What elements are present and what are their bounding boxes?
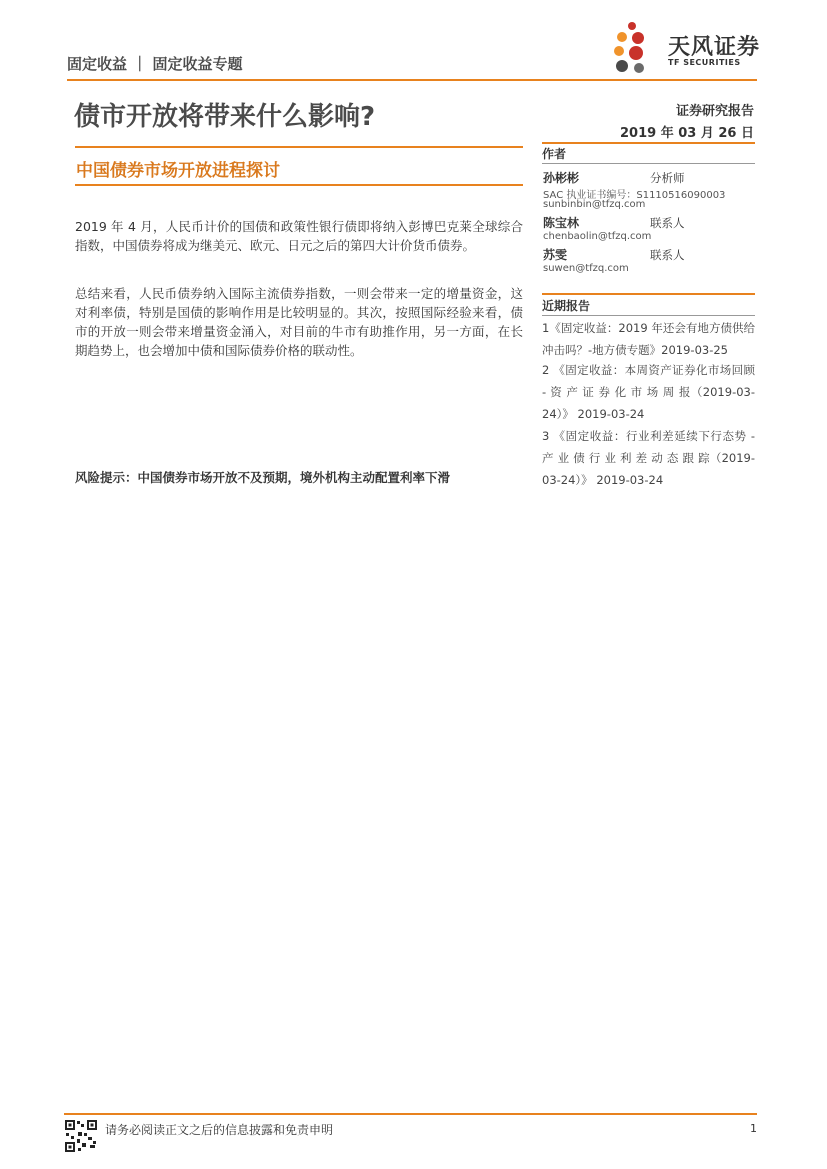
author-name: 陈宝林 <box>543 216 580 230</box>
logo-dot <box>628 22 636 30</box>
logo-dot <box>617 32 627 42</box>
sidebar-divider <box>542 142 755 144</box>
logo-dot <box>614 46 624 56</box>
recent-divider <box>542 293 755 295</box>
report-subtitle: 中国债券市场开放进程探讨 <box>76 161 280 181</box>
disclaimer-notice: 请务必阅读正文之后的信息披露和免责申明 <box>105 1123 334 1137</box>
author-name: 苏雯 <box>543 248 568 262</box>
author-role: 联系人 <box>650 216 685 230</box>
report-category: 固定收益 ｜ 固定收益专题 <box>67 55 243 73</box>
recent-report-item[interactable]: 3 《固定收益：行业利差延续下行态势 - 产 业 债 行 业 利 差 动 态 跟 踪（2019-03-24）》 2019-03-24 <box>542 429 755 487</box>
logo-dot <box>634 63 644 73</box>
footer-divider <box>64 1113 757 1115</box>
logo-dot <box>629 46 643 60</box>
logo-text-en: TF SECURITIES <box>668 58 741 67</box>
recent-reports-heading: 近期报告 <box>542 299 591 313</box>
report-title: 债市开放将带来什么影响? <box>74 102 376 132</box>
logo-dot <box>616 60 628 72</box>
page-number: 1 <box>750 1122 757 1135</box>
summary-paragraph-1: 2019 年 4 月，人民币计价的国债和政策性银行债即将纳入彭博巴克莱全球综合指数，中国债券将成为继美元、欧元、日元之后的第四大计价货币债券。 <box>75 219 523 253</box>
report-type: 证券研究报告 <box>675 104 754 119</box>
qr-code-icon <box>64 1119 98 1153</box>
summary-paragraph-2: 总结来看，人民币债券纳入国际主流债券指数，一则会带来一定的增量资金，这对利率债，特别是国债的影响作用是比较明显的。其次，按照国际经验来看，债市的开放一则会带来增量资金涌入，对目前的牛市有助推作用，另一方面，在长期趋势上，也会增加中债和国际债券价格的联动性。 <box>75 286 523 358</box>
title-divider <box>75 146 523 148</box>
author-name: 孙彬彬 <box>543 171 580 185</box>
logo-text-cn: 天风证券 <box>668 35 761 60</box>
author-email[interactable]: chenbaolin@tfzq.com <box>543 231 652 242</box>
risk-warning: 风险提示：中国债券市场开放不及预期，境外机构主动配置利率下滑 <box>75 470 451 485</box>
author-role: 分析师 <box>650 171 685 185</box>
report-date: 2019 年 03 月 26 日 <box>620 126 754 141</box>
recent-heading-divider <box>542 315 755 316</box>
authors-heading: 作者 <box>542 147 567 161</box>
header-divider <box>67 79 757 81</box>
subtitle-divider <box>75 184 523 186</box>
author-role: 联系人 <box>650 248 685 262</box>
recent-report-item[interactable]: 2 《固定收益：本周资产证券化市场回顾 - 资 产 证 券 化 市 场 周 报（2019-03-24）》 2019-03-24 <box>542 363 755 421</box>
logo-dot <box>632 32 644 44</box>
recent-report-item[interactable]: 1《固定收益：2019 年还会有地方债供给冲击吗？-地方债专题》2019-03-25 <box>542 321 755 357</box>
author-email[interactable]: suwen@tfzq.com <box>543 263 629 274</box>
author-email[interactable]: sunbinbin@tfzq.com <box>543 199 646 210</box>
author-cert: SAC 执业证书编号：S1110516090003 <box>543 190 726 201</box>
authors-heading-divider <box>542 163 755 164</box>
